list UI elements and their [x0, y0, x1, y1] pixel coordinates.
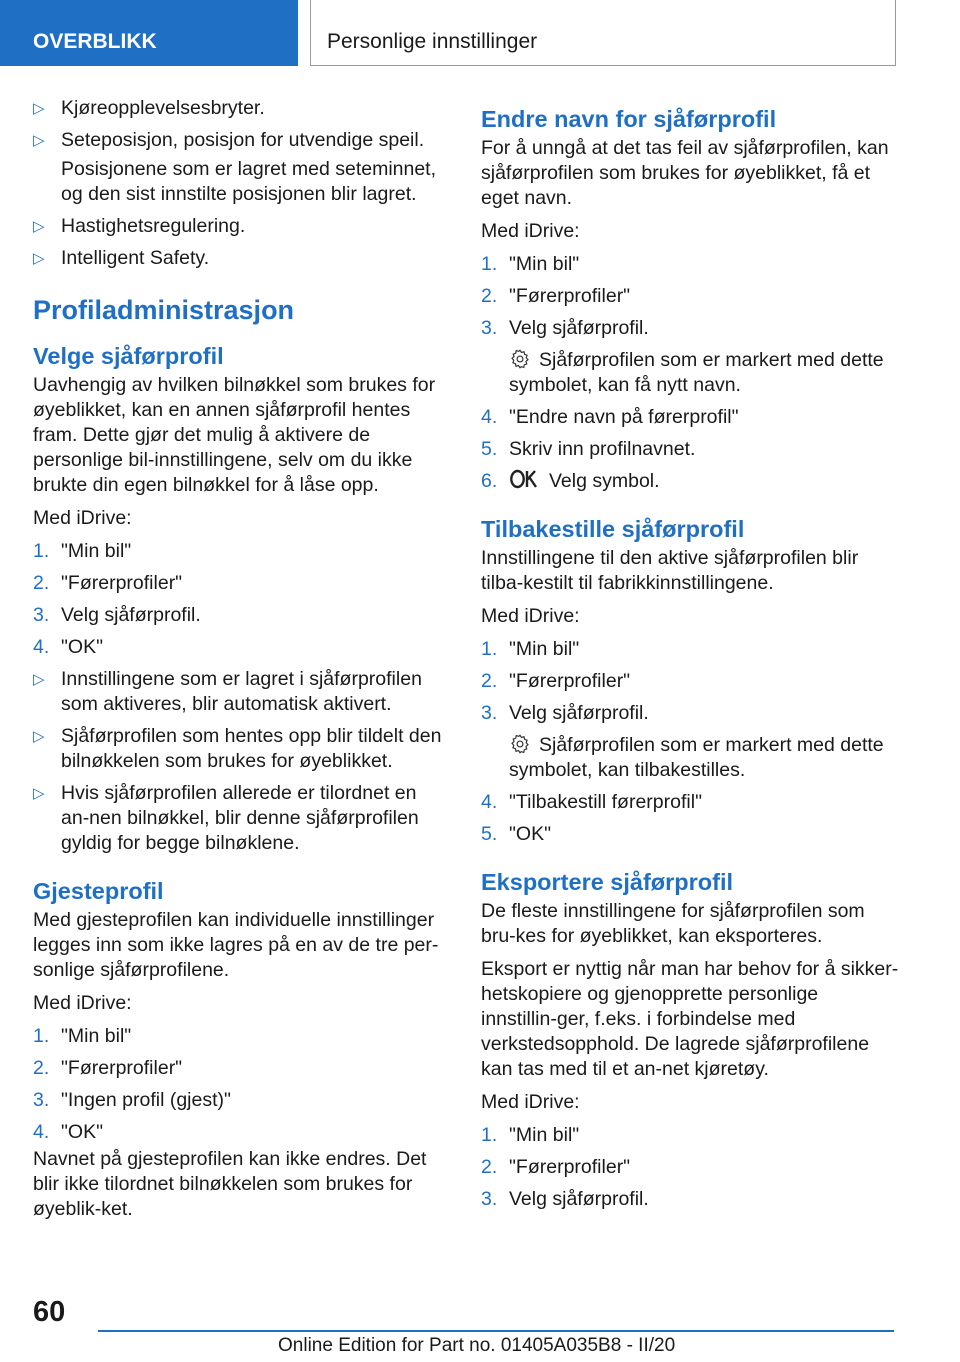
guest-profile-steps — [33, 1024, 447, 1145]
idrive-label: Med iDrive: — [33, 992, 132, 1014]
export-paragraph-2: Eksport er nyttig når man har behov for å sikker-hetskopiere og gjenopprette personlige innstillin-ger, f.eks. i forbindelse med verkstedsopphold. De lagrede sjåførprofilene kan tas med til et an-net kjøretøy. — [481, 958, 899, 1080]
list-item: 4. "Tilbakestill førerprofil" — [481, 791, 702, 813]
triangle-bullet-icon: ▷ — [33, 132, 45, 149]
heading-rename-profile: Endre navn for sjåførprofil — [481, 106, 777, 132]
list-item: 3. Velg sjåførprofil. — [33, 604, 201, 626]
list-item: 2. "Førerprofiler" — [33, 1057, 183, 1079]
reset-icon-note: Sjåførprofilen som er markert med dette symbolet, kan tilbakestilles. — [509, 734, 884, 781]
list-item: ▷ Sjåførprofilen som hentes opp blir tildelt den bilnøkkelen som brukes for øyeblikket. — [33, 725, 442, 772]
list-item: 2. "Førerprofiler" — [481, 285, 631, 307]
export-profile-steps — [481, 1123, 899, 1212]
page-number: 60 — [33, 1296, 66, 1328]
list-item: 4. "OK" — [33, 636, 104, 658]
heading-guest-profile: Gjesteprofil — [33, 878, 164, 904]
guest-profile-paragraph: Med gjesteprofilen kan individuelle innstillinger legges inn som ikke lagres på en av de tre per-sonlige sjåførprofilene. — [33, 909, 439, 981]
reset-profile-steps — [481, 637, 899, 726]
idrive-label: Med iDrive: — [481, 1091, 580, 1113]
list-item: ▷ Intelligent Safety. — [33, 247, 210, 269]
triangle-bullet-icon: ▷ — [33, 671, 45, 688]
list-item: 2. "Førerprofiler" — [481, 1156, 631, 1178]
list-item: 1. "Min bil" — [33, 1025, 132, 1047]
list-item: 5. Skriv inn profilnavnet. — [481, 438, 696, 460]
triangle-bullet-icon: ▷ — [33, 785, 45, 802]
settings-gear-icon — [509, 348, 531, 370]
list-item: 4. "Endre navn på førerprofil" — [481, 406, 739, 428]
reset-profile-paragraph: Innstillingene til den aktive sjåførprofilen blir tilba-kestilt til fabrikkinnstillingene. — [481, 547, 859, 594]
list-item: ▷ Innstillingene som er lagret i sjåførprofilen som aktiveres, blir automatisk aktivert. — [33, 668, 422, 715]
list-item: 4. "OK" — [33, 1121, 104, 1143]
list-item: 1. "Min bil" — [481, 638, 580, 660]
chapter-title: Personlige innstillinger — [310, 0, 896, 66]
list-item: ▷ Hastighetsregulering. — [33, 215, 246, 237]
select-profile-paragraph: Uavhengig av hvilken bilnøkkel som brukes for øyeblikket, kan en annen sjåførprofil hentes fram. Dette gjør det mulig å aktivere de personlige bil-innstillingene, selv om du ikke brukte din egen bilnøkkel for å låse opp. — [33, 374, 436, 496]
list-item: ▷ Seteposisjon, posisjon for utvendige speil. — [33, 129, 425, 151]
rename-icon-note: Sjåførprofilen som er markert med dette symbolet, kan få nytt navn. — [509, 349, 884, 396]
rename-profile-paragraph: For å unngå at det tas feil av sjåførprofilen, kan sjåførprofilen som brukes for øyeblikket, få et eget navn. — [481, 137, 889, 209]
list-item: 2. "Førerprofiler" — [33, 572, 183, 594]
heading-select-profile: Velge sjåførprofil — [33, 343, 224, 369]
heading-profile-administration: Profiladministrasjon — [33, 295, 295, 325]
list-item: 5. "OK" — [481, 823, 552, 845]
list-item: 3. Velg sjåførprofil. — [481, 702, 649, 724]
list-item: 3. Velg sjåførprofil. — [481, 317, 649, 339]
list-item: 6. Velg symbol. — [481, 470, 660, 492]
select-profile-notes — [33, 667, 447, 856]
rename-profile-steps — [481, 252, 899, 341]
rename-profile-steps-cont — [481, 405, 899, 494]
list-item: 1. "Min bil" — [481, 253, 580, 275]
reset-profile-steps-cont — [481, 790, 899, 847]
list-item: 3. "Ingen profil (gjest)" — [33, 1089, 231, 1111]
section-tab: OVERBLIKK — [0, 0, 298, 66]
list-item: 1. "Min bil" — [481, 1124, 580, 1146]
left-column — [33, 96, 447, 1230]
select-profile-steps — [33, 539, 447, 660]
list-item: 1. "Min bil" — [33, 540, 132, 562]
triangle-bullet-icon: ▷ — [33, 728, 45, 745]
export-paragraph-1: De fleste innstillingene for sjåførprofilen som bru-kes for øyeblikket, kan eksporteres. — [481, 900, 865, 947]
ok-symbol-icon — [509, 469, 539, 489]
feature-bullet-list — [33, 214, 447, 271]
right-column — [481, 96, 899, 1219]
triangle-bullet-icon: ▷ — [33, 100, 45, 117]
edition-note: Online Edition for Part no. 01405A035B8 - II/20 — [278, 1335, 676, 1356]
list-item: ▷ Kjøreopplevelsesbryter. — [33, 97, 265, 119]
guest-profile-note: Navnet på gjesteprofilen kan ikke endres. Det blir ikke tilordnet bilnøkkelen som brukes for øyeblik-ket. — [33, 1148, 427, 1220]
triangle-bullet-icon: ▷ — [33, 250, 45, 267]
idrive-label: Med iDrive: — [33, 507, 132, 529]
triangle-bullet-icon: ▷ — [33, 218, 45, 235]
settings-gear-icon — [509, 733, 531, 755]
idrive-label: Med iDrive: — [481, 220, 580, 242]
idrive-label: Med iDrive: — [481, 605, 580, 627]
footer-divider — [98, 1330, 894, 1332]
list-item: 2. "Førerprofiler" — [481, 670, 631, 692]
feature-bullet-list — [33, 96, 447, 153]
heading-reset-profile: Tilbakestille sjåførprofil — [481, 516, 745, 542]
seat-note: Posisjonene som er lagret med seteminnet, og den sist innstilte posisjonen blir lagret. — [61, 158, 437, 205]
list-item: ▷ Hvis sjåførprofilen allerede er tilordnet en an-nen bilnøkkel, blir denne sjåførprofilen gyldig for begge bilnøklene. — [33, 782, 419, 854]
list-item: 3. Velg sjåførprofil. — [481, 1188, 649, 1210]
heading-export-profile: Eksportere sjåførprofil — [481, 869, 734, 895]
page-header — [0, 0, 960, 66]
